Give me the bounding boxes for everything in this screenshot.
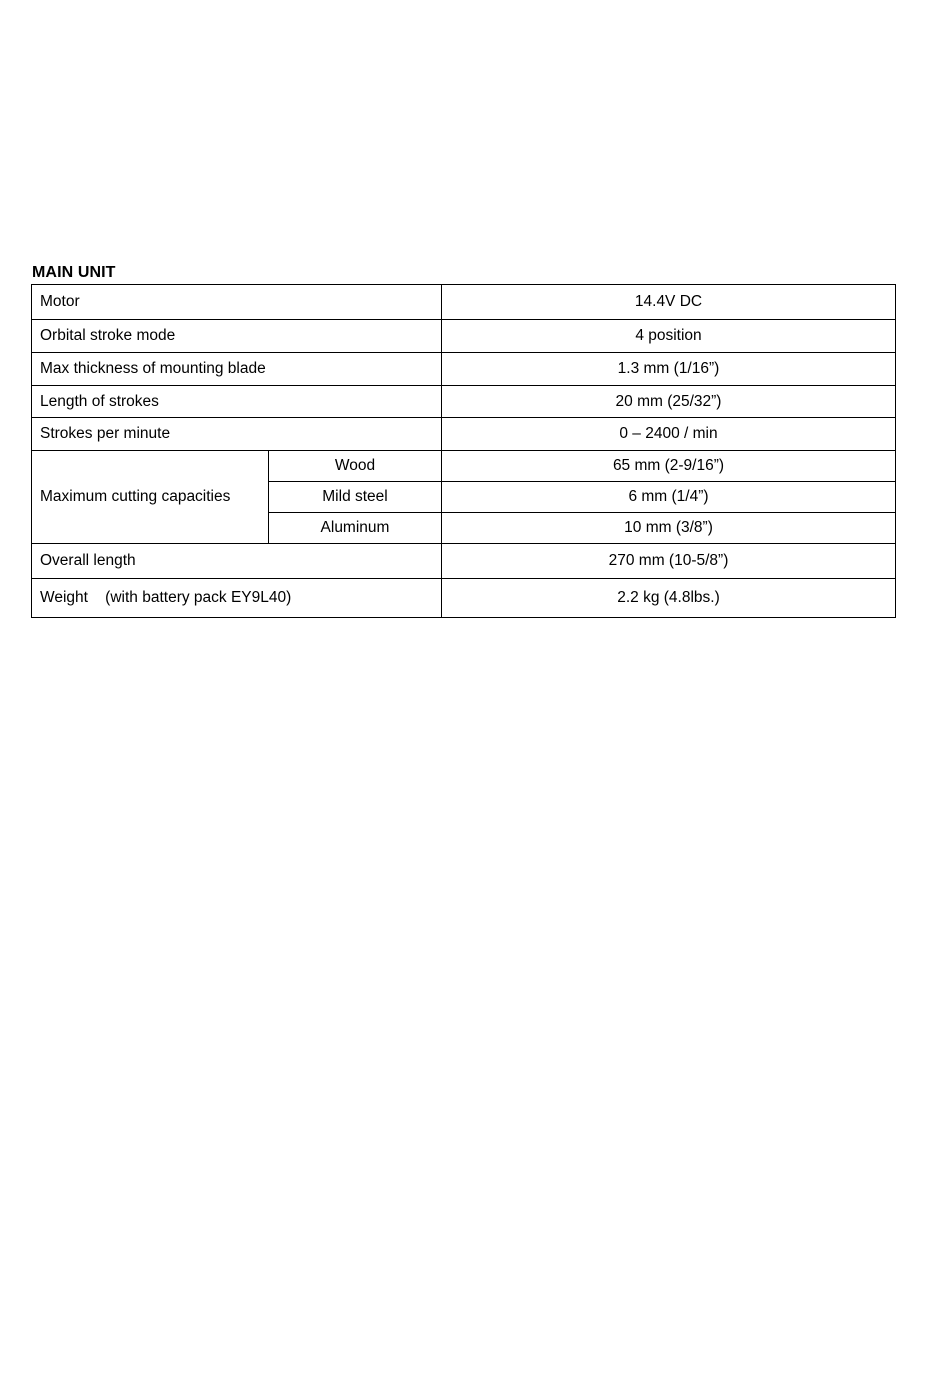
spec-value-weight: 2.2 kg (4.8lbs.) <box>442 579 896 618</box>
table-row <box>32 579 896 618</box>
table-row <box>32 451 896 482</box>
spec-label-length-of-strokes: Length of strokes <box>32 386 442 418</box>
table-row <box>32 386 896 418</box>
table-row <box>32 320 896 353</box>
spec-material-wood: Wood <box>269 451 442 482</box>
table-row <box>32 285 896 320</box>
spec-value-motor: 14.4V DC <box>442 285 896 320</box>
spec-label-motor: Motor <box>32 285 442 320</box>
table-row <box>32 418 896 451</box>
specifications-table <box>31 284 896 618</box>
spec-value-aluminum: 10 mm (3/8”) <box>442 513 896 544</box>
spec-label-strokes-per-minute: Strokes per minute <box>32 418 442 451</box>
spec-value-overall-length: 270 mm (10-5/8”) <box>442 544 896 579</box>
spec-value-length-of-strokes: 20 mm (25/32”) <box>442 386 896 418</box>
spec-label-overall-length: Overall length <box>32 544 442 579</box>
table-row <box>32 353 896 386</box>
spec-value-wood: 65 mm (2-9/16”) <box>442 451 896 482</box>
table-row <box>32 544 896 579</box>
spec-label-max-cutting-capacities: Maximum cutting capacities <box>32 451 269 544</box>
spec-label-weight: Weight (with battery pack EY9L40) <box>32 579 442 618</box>
spec-value-strokes-per-minute: 0 – 2400 / min <box>442 418 896 451</box>
spec-label-orbital-stroke-mode: Orbital stroke mode <box>32 320 442 353</box>
spec-value-mild-steel: 6 mm (1/4”) <box>442 482 896 513</box>
section-title: MAIN UNIT <box>32 264 116 281</box>
spec-value-max-thickness: 1.3 mm (1/16”) <box>442 353 896 386</box>
spec-material-mild-steel: Mild steel <box>269 482 442 513</box>
spec-value-orbital-stroke-mode: 4 position <box>442 320 896 353</box>
spec-material-aluminum: Aluminum <box>269 513 442 544</box>
spec-label-max-thickness: Max thickness of mounting blade <box>32 353 442 386</box>
